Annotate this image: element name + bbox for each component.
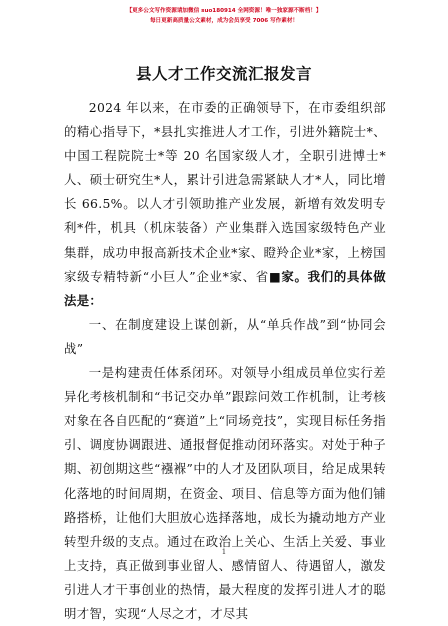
paragraph-intro: [64, 96, 386, 313]
document-body: [64, 96, 386, 626]
section-heading-text: 一、在制度建设上谋创新，从“单兵作战”到“协同会战”: [64, 316, 386, 356]
banner-line-2: 每日更新高质量公文素材，成为会员享受 7006 写作素材！: [149, 18, 299, 24]
header-banner: [0, 6, 448, 26]
paragraph-text: 2024 年以来，在市委的正确领导下，在市委组织部的精心指导下，*县扎实推进人才工作，引进外籍院士*、中国工程院院士*等 20 名国家级人才，全职引进博士*人、硕士研究生*人，累计引进急需紧缺人才*人，同比增长 66.5%。以人才引领助推产业发展，新增有效发明专利*件，机具（机床装备）产业集群入选国家级特色产业集群，成功申报高新技术企业*家、瞪羚企业*家，上榜国家级专精特新“小巨人”企业*家、省: [64, 100, 386, 284]
document-title: 县人才工作交流汇报发言: [135, 65, 312, 83]
banner-line-1: 【更多公文写作资源请加微信 suo180914 全网资源！唯一独家源不断档！】: [126, 8, 322, 14]
paragraph-text: 一是构建责任体系闭环。对领导小组成员单位实行差异化考核机制和“书记交办单”跟踪问效工作机制，让考核对象在各自匹配的“赛道”上“同场竞技”，实现目标任务指引、调度协调跟进、通报督促推动闭环落实。对处于种子期、初创期这些“襁褓”中的人才及团队项目，给足成果转化落地的时间周期，在资金、项目、信息等方面为他们铺路搭桥，让他们大胆放心选择落地，成长为撬动地方产业转型升级的支点。通过在政治上关心、生活上关爱、事业上支持，真正做到事业留人、感情留人、待遇留人，激发引进人才干事创业的热情，最大程度的发挥引进人才的聪明才智，实现“人尽之才，才尽其: [64, 365, 386, 621]
section-heading: [64, 313, 386, 361]
paragraph-text-bold: 家。我们的具体做法是：: [64, 268, 386, 308]
page-number: 1: [221, 548, 227, 556]
paragraph-text: ■: [268, 268, 282, 284]
paragraph-body: [64, 361, 386, 626]
